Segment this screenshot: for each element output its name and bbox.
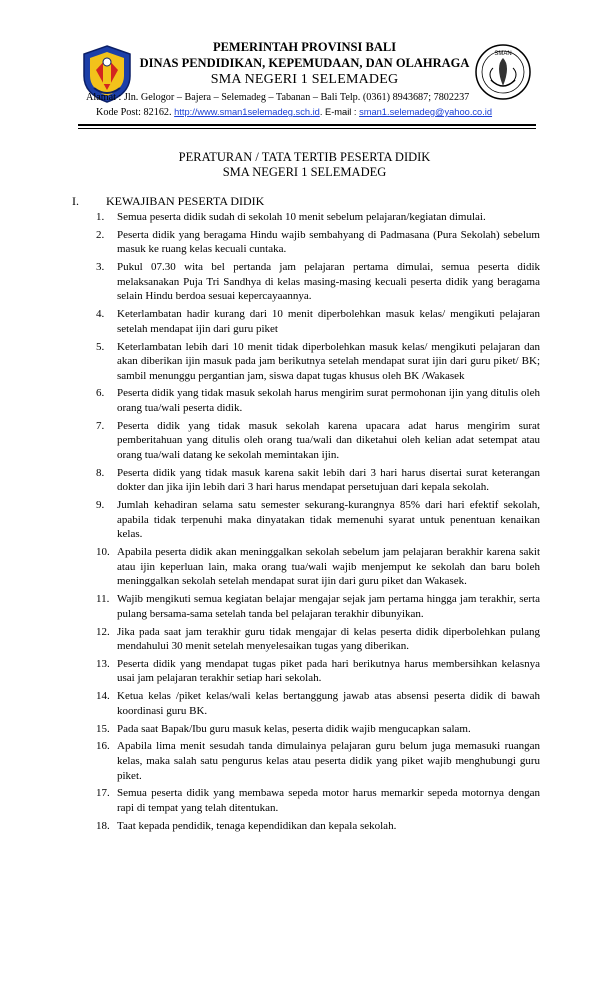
rule-item xyxy=(96,466,540,495)
email-link[interactable]: sman1.selemadeg@yahoo.co.id xyxy=(359,107,493,117)
email-label: . E-mail : xyxy=(319,107,357,117)
rule-number: 5. xyxy=(96,340,105,353)
rule-text: Pukul 07.30 wita bel pertanda jam pelajaran pertama dimulai, semua peserta didik melaksanakan Puja Tri Sandhya di kelas masing-masing kecuali peserta didik yang beragama selain Hindu berdoa sesuai kepercayaannya. xyxy=(117,261,540,303)
rule-text: Semua peserta didik yang membawa sepeda motor harus memarkir sepeda motornya dengan rapi di tempat yang telah ditentukan. xyxy=(117,787,540,814)
rule-number: 11. xyxy=(96,593,110,606)
rule-item xyxy=(96,592,540,621)
letterhead-department: DINAS PENDIDIKAN, KEPEMUDAAN, DAN OLAHRAGA xyxy=(139,56,470,70)
school-emblem-text: SMAN xyxy=(494,51,512,57)
rule-number: 9. xyxy=(96,499,105,512)
letterhead-address: Alamat : Jln. Gelogor – Bajera – Selemadeg – Tabanan – Bali Telp. (0361) 8943687; 7802237 xyxy=(86,92,470,103)
rule-text: Apabila lima menit sesudah tanda dimulainya pelajaran guru belum juga memasuki ruangan kelas, maka salah satu pengurus kelas atau peserta didik yang piket wajib menghubungi guru piket. xyxy=(117,740,540,782)
rule-text: Keterlambatan lebih dari 10 menit tidak diperbolehkan masuk kelas/ mengikuti pelajaran dan akan diberikan ijin masuk pada jam berikutnya setelah mendapat surat ijin dari guru piket/ BK; sambil menunggu pergantian jam, siswa dapat tugas khusus oleh BK /Wakasek xyxy=(117,340,540,382)
rule-number: 4. xyxy=(96,308,105,321)
rule-item xyxy=(96,739,540,783)
document-title: PERATURAN / TATA TERTIB PESERTA DIDIK xyxy=(178,150,431,164)
rule-number: 18. xyxy=(96,819,110,832)
section-number: I. xyxy=(72,194,79,208)
rule-number: 12. xyxy=(96,625,110,638)
rule-number: 8. xyxy=(96,466,105,479)
rule-item xyxy=(96,260,540,304)
rule-number: 13. xyxy=(96,657,110,670)
rule-number: 2. xyxy=(96,228,105,241)
rule-text: Jika pada saat jam terakhir guru tidak mengajar di kelas peserta didik diperbolehkan pulang mendahului 30 menit setelah menyelesaikan tugas yang diberikan. xyxy=(117,625,540,653)
rule-number: 17. xyxy=(96,787,110,800)
letterhead-school-name: SMA NEGERI 1 SELEMADEG xyxy=(210,72,399,87)
rule-item xyxy=(96,386,540,415)
letterhead-government: PEMERINTAH PROVINSI BALI xyxy=(212,40,397,54)
rule-number: 1. xyxy=(96,211,105,223)
rule-item xyxy=(96,228,540,257)
rule-text: Jumlah kehadiran selama satu semester sekurang-kurangnya 85% dari hari efektif sekolah, apabila tidak terpenuhi maka dinyatakan tidak memenuhi syarat untuk penentuan kenaikan kelas. xyxy=(117,499,540,541)
section-heading xyxy=(72,194,264,209)
rule-number: 16. xyxy=(96,740,110,753)
letterhead-contact xyxy=(96,107,492,118)
rule-item xyxy=(96,340,540,384)
rule-text: Taat kepada pendidik, tenaga kependidikan dan kepala sekolah. xyxy=(117,819,397,832)
rule-text: Keterlambatan hadir kurang dari 10 menit diperbolehkan masuk kelas/ mengikuti pelajaran setelah mendapat ijin dari guru piket xyxy=(117,308,540,335)
rule-text: Wajib mengikuti semua kegiatan belajar mengajar sejak jam pertama hingga jam terakhir, serta pulang bersama-sama setelah tanda bel pelajaran terakhir dibunyikan. xyxy=(117,593,540,620)
rule-text: Ketua kelas /piket kelas/wali kelas bertanggung jawab atas absensi peserta didik di bawah koordinasi guru BK. xyxy=(117,690,540,717)
rule-text: Semua peserta didik sudah di sekolah 10 menit sebelum pelajaran/kegiatan dimulai. xyxy=(117,211,486,223)
letterhead-divider-thick xyxy=(78,124,536,126)
rule-text: Peserta didik yang tidak masuk sekolah harus mengirim surat permohonan ijin yang ditulis oleh orang tua/wali peserta didik. xyxy=(117,387,540,415)
rule-text: Pada saat Bapak/Ibu guru masuk kelas, peserta didik wajib mengucapkan salam. xyxy=(117,722,471,735)
rule-text: Peserta didik yang mendapat tugas piket pada hari berikutnya harus membersihkan kelasnya usai jam pelajaran terakhir setiap hari sekolah. xyxy=(117,657,540,685)
postal-code: Kode Post: 82162. xyxy=(96,107,172,118)
section-title: KEWAJIBAN PESERTA DIDIK xyxy=(106,194,265,208)
website-link[interactable]: http://www.sman1selemadeg.sch.id xyxy=(174,107,320,117)
rule-number: 10. xyxy=(96,546,110,559)
rule-number: 15. xyxy=(96,722,110,735)
rule-item xyxy=(96,786,540,815)
rule-text: Peserta didik yang tidak masuk karena sakit lebih dari 3 hari harus disertai surat keterangan dokter dan jika ijin lebih dari 3 hari harus mendapat persetujuan dari kepala sekolah. xyxy=(117,466,540,494)
rule-item xyxy=(96,625,540,654)
rule-item xyxy=(96,819,540,834)
rules-list xyxy=(96,210,540,837)
letterhead-divider-thin xyxy=(78,128,536,129)
rule-item xyxy=(96,210,540,225)
rule-text: Peserta didik yang tidak masuk sekolah karena upacara adat harus mengirim surat pemberitahuan yang ditulis oleh orang tua/wali dan diketahui oleh kelian adat setempat atau orang tua/wali datang ke sekolah memintakan ijin. xyxy=(117,419,540,462)
rule-number: 3. xyxy=(96,261,105,274)
rule-item xyxy=(96,307,540,336)
rule-text: Peserta didik yang beragama Hindu wajib sembahyang di Padmasana (Pura Sekolah) sebelum masuk ke ruang kelas kecuali cuntaka. xyxy=(117,228,540,256)
rule-item xyxy=(96,722,540,737)
rule-item xyxy=(96,419,540,463)
rule-item xyxy=(96,498,540,542)
rule-number: 6. xyxy=(96,387,105,400)
rule-item xyxy=(96,545,540,589)
rule-item xyxy=(96,657,540,686)
rule-item xyxy=(96,689,540,718)
rule-number: 7. xyxy=(96,419,105,432)
document-subtitle: SMA NEGERI 1 SELEMADEG xyxy=(222,165,387,179)
rule-text: Apabila peserta didik akan meninggalkan sekolah sebelum jam pelajaran berakhir karena sakit atau ijin keperluan lain, maka orang tua/wali wajib menjemput ke sekolah dan baru boleh meninggalkan sekolah setelah mendapat surat ijin dari guru piket dan Wakasek. xyxy=(117,546,540,588)
rule-number: 14. xyxy=(96,690,110,703)
